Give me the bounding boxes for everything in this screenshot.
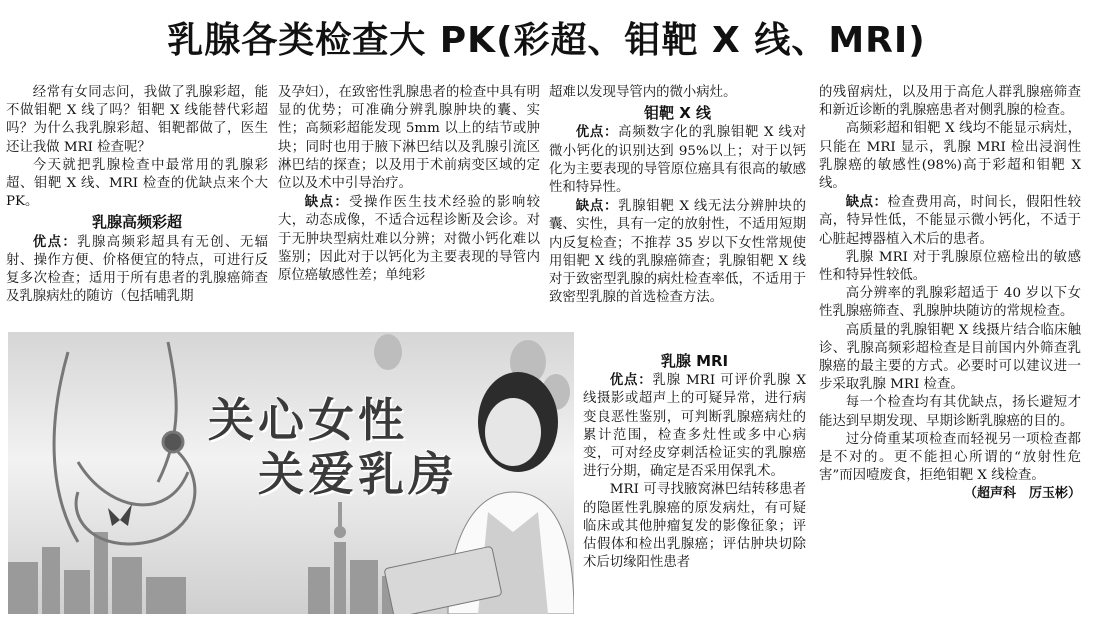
paragraph-text: 高频数字化的乳腺钼靶 X 线对微小钙化的识别达到 95%以上；对于以钙化为主要表现的导管原位癌具有很高的敏感性和特异性。 (549, 125, 807, 196)
label-advantages: 优点： (609, 372, 653, 389)
slogan-line-1: 关心女性 (208, 393, 408, 447)
paragraph: 高频彩超和钼靶 X 线均不能显示病灶，只能在 MRI 显示，乳腺 MRI 检出浸润性乳腺癌的敏感性(98%)高于彩超和钼靶 X 线。 (819, 121, 1081, 192)
paragraph (6, 233, 268, 307)
section-heading-mammography: 钼靶 X 线 (643, 104, 711, 123)
paragraph: 经常有女同志问，我做了乳腺彩超，能不做钼靶 X 线了吗？钼靶 X 线能替代彩超吗？为什么我乳腺彩超、钼靶都做了，医生还让我做 MRI 检查呢？ (6, 85, 268, 155)
paragraph-text: 受操作医生技术经验的影响较大，动态成像，不适合远程诊断及会诊。对于无肿块型病灶难以分辨；对微小钙化难以鉴别；因此对于以钙化为主要表现的导管内原位癌敏感性差；单纯彩 (278, 195, 541, 284)
column-2 (278, 84, 540, 285)
section-heading-ultrasound: 乳腺高频彩超 (91, 213, 182, 232)
column-4 (819, 84, 1081, 504)
paragraph (819, 193, 1081, 249)
label-disadvantages: 缺点： (845, 194, 888, 211)
paragraph (583, 371, 806, 481)
column-1 (6, 84, 268, 306)
section-heading-mri: 乳腺 MRI (660, 352, 729, 370)
paragraph: 乳腺 MRI 对于乳腺原位癌检出的敏感性和特异性较低。 (819, 249, 1081, 284)
paragraph-text: 乳腺高频彩超具有无创、无辐射、操作方便、价格便宜的特点，可进行反复多次检查；适用于所有患者的乳腺癌筛查及乳腺病灶的随访（包括哺乳期 (6, 234, 269, 305)
paragraph (549, 123, 806, 197)
paragraph-text: 乳腺 MRI 可评价乳腺 X 线摄影或超声上的可疑异常，进行病变良恶性鉴别，可判断乳腺癌病灶的累计范围，检查多灶性或多中心病变，可对经皮穿刺活检证实的乳腺癌进行分期，确定是否采用保乳术。 (583, 373, 807, 480)
paragraph: 过分倚重某项检查而轻视另一项检查都是不对的。更不能担心所谓的“放射性危害”而因噎废食，拒绝钼靶 X 线检查。 (819, 431, 1081, 484)
paragraph: 的残留病灶，以及用于高危人群乳腺癌筛查和新近诊断的乳腺癌患者对侧乳腺的检查。 (819, 85, 1081, 119)
paragraph: 高分辨率的乳腺彩超适于 40 岁以下女性乳腺癌筛查、乳腺肿块随访的常规检查。 (819, 286, 1081, 320)
skyline-icon (8, 502, 418, 614)
paragraph: 高质量的乳腺钼靶 X 线摄片结合临床触诊、乳腺高频彩超检查是目前国内外筛查乳腺癌的最主要的方式。必要时可以建议进一步采取乳腺 MRI 检查。 (819, 322, 1081, 393)
paragraph (278, 193, 540, 285)
author-signature: （超声科 厉玉彬） (963, 486, 1081, 502)
paragraph-text: 乳腺钼靶 X 线无法分辨肿块的囊、实性，具有一定的放射性，不适用短期内反复检查；不推荐 35 岁以下女性常规使用钼靶 X 线的乳腺癌筛查；乳腺钼靶 X 线对于致密型乳腺的病灶检查率低，不适用于致密型乳腺的首选检查方法。 (549, 199, 807, 306)
paragraph-text: 检查费用高，时间长，假阳性较高，特异性低，不能显示微小钙化，不适于心脏起搏器植入术后的患者。 (819, 195, 1082, 247)
label-disadvantages: 缺点： (575, 198, 619, 215)
article-title: 乳腺各类检查大 PK(彩超、钼靶 X 线、MRI) (167, 20, 926, 61)
paragraph: 今天就把乳腺检查中最常用的乳腺彩超、钼靶 X 线、MRI 检查的优缺点来个大 PK。 (6, 157, 268, 210)
paragraph (549, 197, 806, 307)
column-3-bottom (583, 350, 806, 572)
butterfly-icon (108, 504, 132, 526)
paragraph: 每一个检查均有其优缺点，扬长避短才能达到早期发现、早期诊断乳腺癌的目的。 (819, 395, 1081, 429)
paragraph: 超难以发现导管内的微小病灶。 (549, 85, 737, 100)
label-advantages: 优点： (32, 233, 78, 250)
label-advantages: 优点： (575, 124, 619, 141)
slogan-line-2: 关爱乳房 (258, 447, 458, 501)
label-disadvantages: 缺点： (304, 194, 350, 211)
stethoscope-icon (54, 342, 195, 544)
illustration (8, 332, 574, 614)
column-3-top (549, 84, 806, 307)
paragraph: 及孕妇），在致密性乳腺患者的检查中具有明显的优势；可准确分辨乳腺肿块的囊、实性；高频彩超能发现 5mm 以上的结节或肿块；同时也用于腋下淋巴结以及乳腺引流区淋巴结的探查；以及用于术前病变区域的定位以及术中引导治疗。 (278, 85, 540, 192)
paragraph: MRI 可寻找腋窝淋巴结转移患者的隐匿性乳腺癌的原发病灶，有可疑临床或其他肿瘤复发的影像征象；评估假体和检出乳腺癌；评估肿块切除术后切缘阳性患者 (583, 482, 806, 571)
